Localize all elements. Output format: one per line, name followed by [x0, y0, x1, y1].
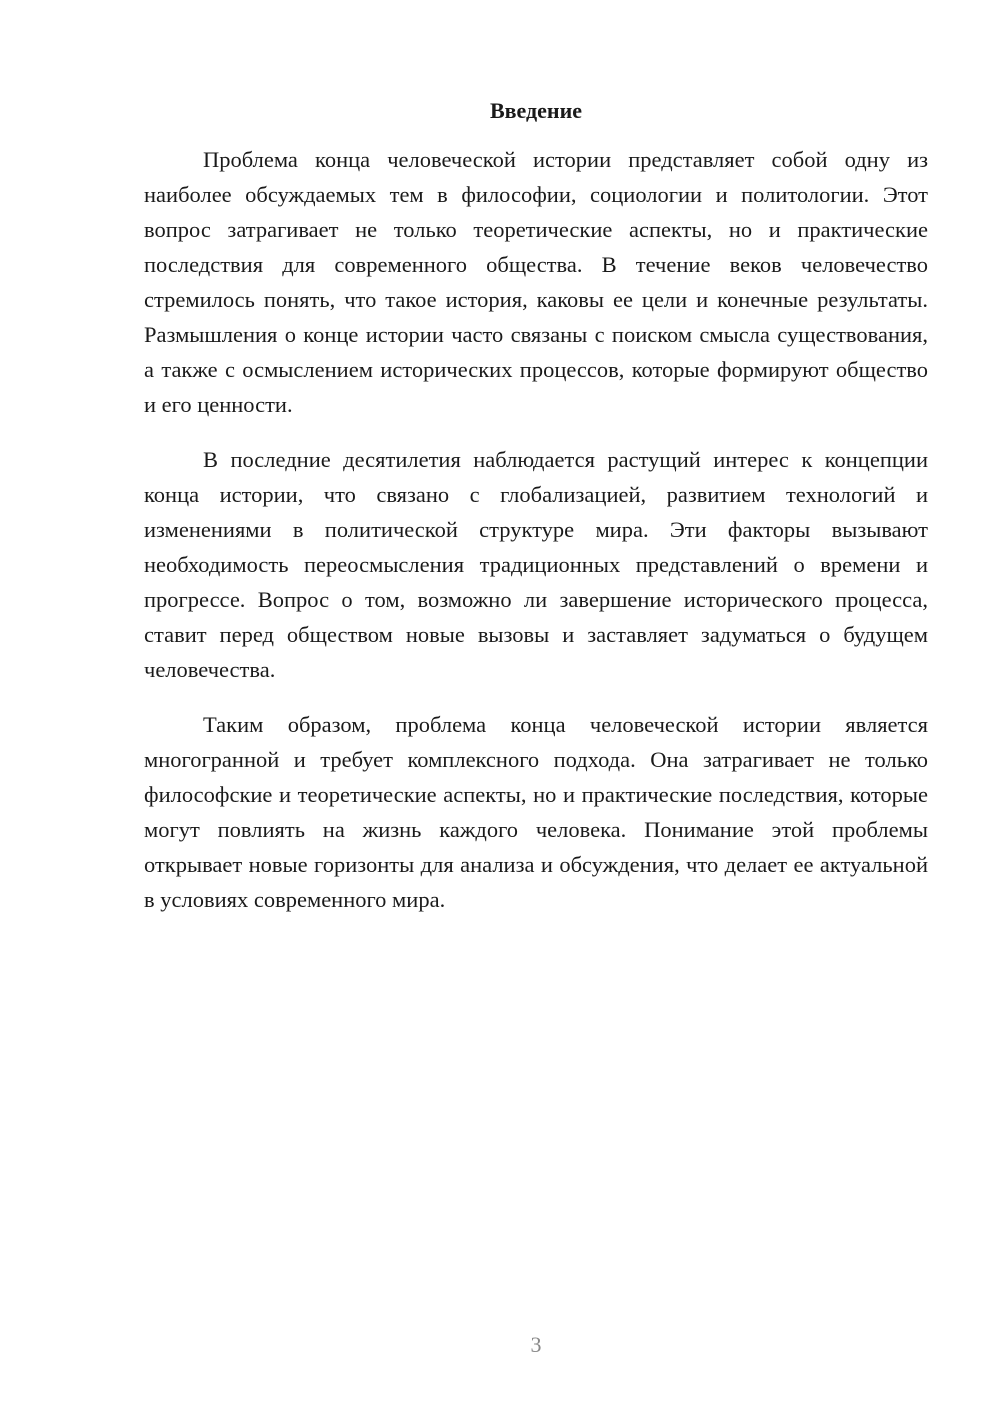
- body-text: [144, 142, 928, 937]
- paragraph-3: Таким образом, проблема конца человеческой истории является многогранной и требует комплексного подхода. Она затрагивает не только философские и теоретические аспекты, но и практические последствия, которые могут повлиять на жизнь каждого человека. Понимание этой проблемы открывает новые горизонты для анализа и обсуждения, что делает ее актуальной в условиях современного мира.: [144, 712, 928, 912]
- page-number: 3: [530, 1332, 542, 1357]
- paragraph-2: В последние десятилетия наблюдается растущий интерес к концепции конца истории, что связано с глобализацией, развитием технологий и изменениями в политической структуре мира. Эти факторы вызывают необходимость переосмысления традиционных представлений о времени и прогрессе. Вопрос о том, возможно ли завершение исторического процесса, ставит перед обществом новые вызовы и заставляет задуматься о будущем человечества.: [144, 447, 928, 682]
- section-title: Введение: [489, 98, 583, 123]
- paragraph-1: Проблема конца человеческой истории представляет собой одну из наиболее обсуждаемых тем в философии, социологии и политологии. Этот вопрос затрагивает не только теоретические аспекты, но и практические последствия для современного общества. В течение веков человечество стремилось понять, что такое история, каковы ее цели и конечные результаты. Размышления о конце истории часто связаны с поиском смысла существования, а также с осмыслением исторических процессов, которые формируют общество и его ценности.: [144, 147, 928, 417]
